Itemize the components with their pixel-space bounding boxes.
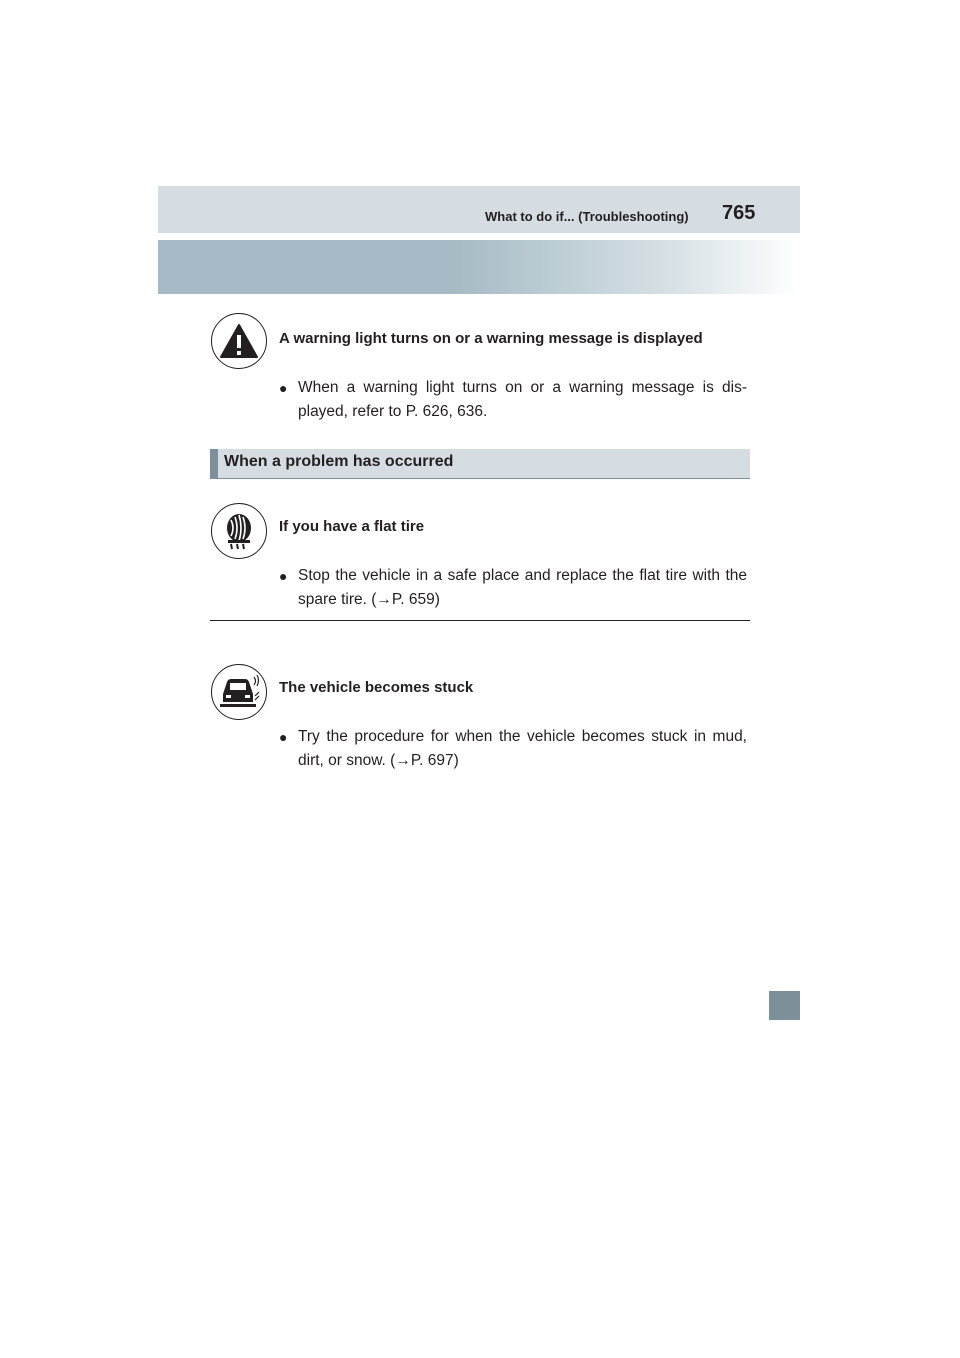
section-accent [210,449,218,478]
bullet-stuck [279,725,747,773]
item-title-stuck: The vehicle becomes stuck [279,679,474,696]
bullet-text: Stop the vehicle in a safe place and replace the flat tire with the spare tire. (→P. 659) [298,567,747,608]
bullet-glyph: ● [279,380,288,396]
item-title-flat-tire: If you have a flat tire [279,518,425,535]
item-title-warning: A warning light turns on or a warning message is displayed [279,330,703,347]
running-header-title: What to do if... (Troubleshooting) [485,209,689,224]
bullet-glyph: ● [279,729,288,745]
flat-tire-icon [211,503,267,559]
warning-triangle-icon [211,313,267,369]
header-bar [158,186,800,233]
divider [210,620,750,621]
bullet-text: Try the procedure for when the vehicle becomes stuck in mud, dirt, or snow. (→P. 697) [298,728,747,769]
chapter-tab [769,991,800,1020]
section-heading-label: When a problem has occurred [224,453,454,470]
bullet-text: When a warning light turns on or a warning message is dis-played, refer to P. 626, 636. [298,379,747,420]
page-number: 765 [722,202,756,224]
bullet-warning [279,376,747,424]
stuck-vehicle-icon [211,664,267,720]
section-heading [210,449,750,479]
bullet-flat-tire [279,564,747,612]
title-band [158,240,800,294]
bullet-glyph: ● [279,568,288,584]
